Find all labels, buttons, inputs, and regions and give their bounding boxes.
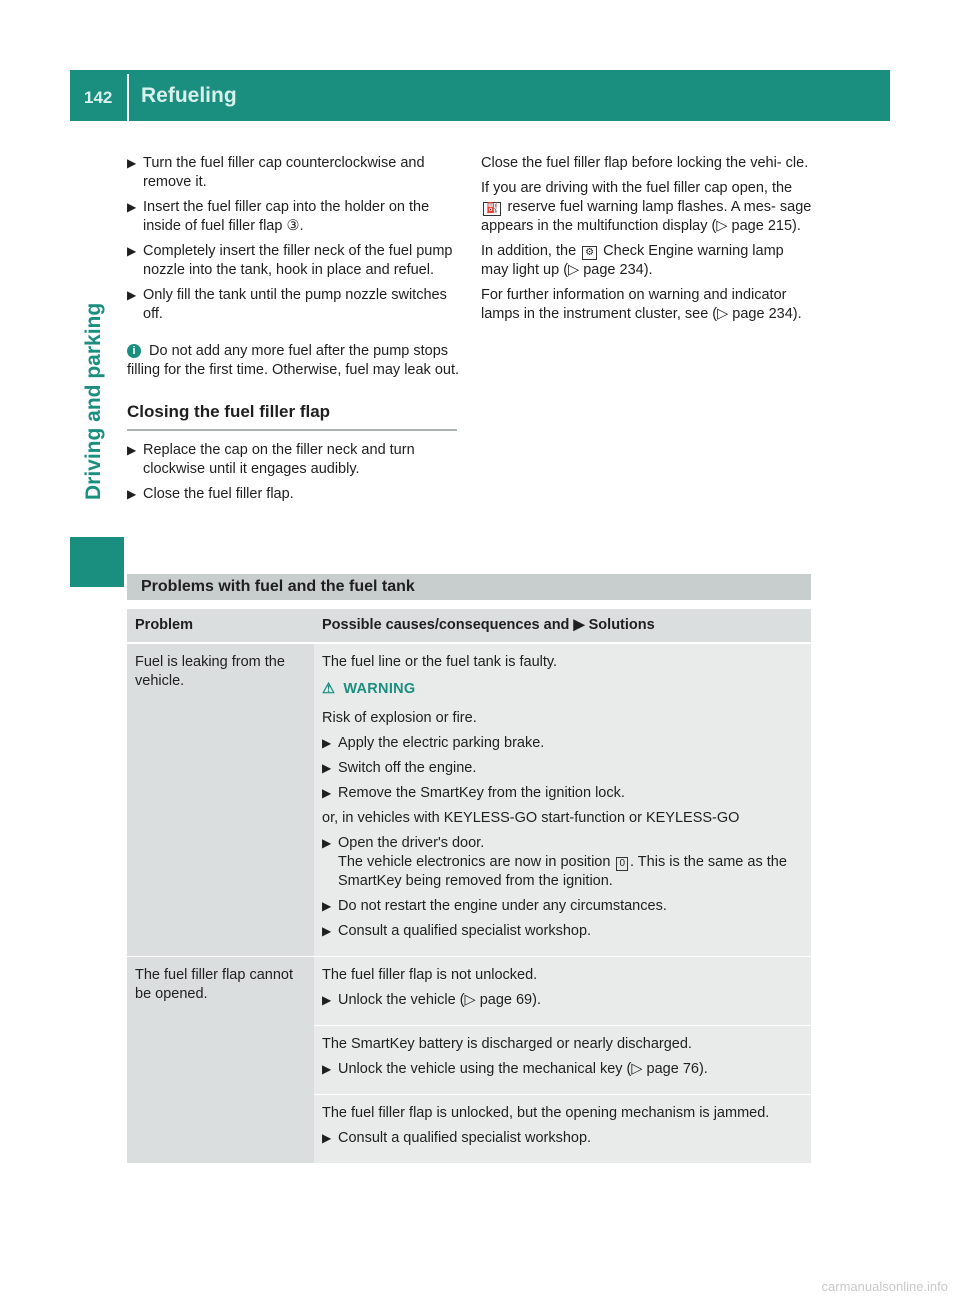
arrow-icon: ▶ xyxy=(322,993,332,1007)
table-row xyxy=(127,957,811,1026)
list-item: ▶ Apply the electric parking brake. xyxy=(322,735,545,751)
table-title: Problems with fuel and the fuel tank xyxy=(127,574,811,600)
list-item: ▶ Switch off the engine. xyxy=(322,760,477,776)
section-heading: Closing the fuel filler flap xyxy=(127,402,457,431)
arrow-icon: ▶ xyxy=(322,924,332,938)
list-item: ▶ Consult a qualified specialist workshop. xyxy=(322,1130,592,1146)
arrow-icon: ▶ xyxy=(322,836,332,850)
list-item: ▶ Close the fuel filler flap. xyxy=(127,486,294,502)
list-item: ▶ Completely insert the filler neck of the fuel pump nozzle into the tank, hook in place and refuel. xyxy=(127,243,453,278)
paragraph: Close the fuel filler flap before locking the vehi- cle. xyxy=(481,155,809,171)
arrow-icon: ▶ xyxy=(573,617,585,633)
solution-cell: The fuel filler flap is unlocked, but the opening mechanism is jammed. ▶ Consult a qualified specialist workshop. xyxy=(314,1095,811,1164)
fuel-pump-icon: ⛽ xyxy=(483,202,501,216)
list-item: ▶ Unlock the vehicle (▷ page 69). xyxy=(322,992,541,1008)
list-item: ▶ Insert the fuel filler cap into the holder on the inside of fuel filler flap ③. xyxy=(127,199,430,234)
section-sidebar-block xyxy=(70,537,124,587)
warning-icon: ⚠ xyxy=(322,681,336,697)
arrow-icon: ▶ xyxy=(127,156,137,170)
arrow-icon: ▶ xyxy=(127,244,137,258)
table-header-row xyxy=(127,609,811,643)
solution-cell: The fuel filler flap is not unlocked. ▶ Unlock the vehicle (▷ page 69). xyxy=(314,957,811,1026)
solution-cell: The SmartKey battery is discharged or nearly discharged. ▶ Unlock the vehicle using the mechanical key (▷ page 76). xyxy=(314,1026,811,1095)
column-header: Possible causes/consequences and ▶ Solutions xyxy=(314,609,811,643)
problems-table xyxy=(127,609,811,1163)
arrow-icon: ▶ xyxy=(322,736,332,750)
info-icon: i xyxy=(127,344,141,358)
column-header: Problem xyxy=(127,609,314,643)
paragraph: In addition, the ⚙ Check Engine warning lamp may light up (▷ page 234). xyxy=(481,243,784,278)
arrow-icon: ▶ xyxy=(322,786,332,800)
watermark: carmanualsonline.info xyxy=(821,1279,948,1294)
list-item: ▶ Open the driver's door. The vehicle electronics are now in position 0 . This is the same as the SmartKey being removed from the ignition. xyxy=(322,835,787,889)
header-divider xyxy=(127,74,129,121)
warning-label: ⚠ WARNING xyxy=(322,681,416,697)
problem-cell: The fuel filler flap cannot be opened. xyxy=(127,957,314,1164)
list-item: ▶ Consult a qualified specialist workshop. xyxy=(322,923,592,939)
list-item: ▶ Only fill the tank until the pump nozzle switches off. xyxy=(127,287,447,322)
table-row xyxy=(127,643,811,957)
paragraph: If you are driving with the fuel filler cap open, the ⛽ reserve fuel warning lamp flashes. A mes- sage appears in the multifunction display (▷ page 215). xyxy=(481,180,812,234)
arrow-icon: ▶ xyxy=(127,200,137,214)
arrow-icon: ▶ xyxy=(322,761,332,775)
list-item: ▶ Replace the cap on the filler neck and turn clockwise until it engages audibly. xyxy=(127,442,415,477)
info-note: i Do not add any more fuel after the pump stops filling for the first time. Otherwise, fuel may leak out. xyxy=(127,343,460,378)
key-position-0-icon: 0 xyxy=(616,857,628,871)
arrow-icon: ▶ xyxy=(127,443,137,457)
list-item: ▶ Turn the fuel filler cap counterclockwise and remove it. xyxy=(127,155,425,190)
right-column xyxy=(481,154,813,330)
solution-cell: The fuel line or the fuel tank is faulty. ⚠ WARNING Risk of explosion or fire. ▶ Apply the electric parking brake. ▶ Switch off the engine. ▶ Remove the SmartKey from the ignition lock. or, in vehicles with KEYLESS-GO start-function or KEYLESS-GO ▶ Open the driver's door. The vehicle electronics are now in position 0 . This is the same as the SmartKey being removed from the ignition. ▶ Do not restart the engine under any circumstances. ▶ Consult a qualified specialist workshop. xyxy=(314,643,811,957)
list-item: ▶ Do not restart the engine under any circumstances. xyxy=(322,898,667,914)
paragraph: For further information on warning and indicator lamps in the instrument cluster, see (▷ page 234). xyxy=(481,287,802,322)
list-item: ▶ Remove the SmartKey from the ignition lock. xyxy=(322,785,625,801)
arrow-icon: ▶ xyxy=(127,487,137,501)
left-column xyxy=(127,154,459,510)
section-sidebar-label: Driving and parking xyxy=(82,302,105,500)
page-title: Refueling xyxy=(141,84,237,107)
problem-cell: Fuel is leaking from the vehicle. xyxy=(127,643,314,957)
arrow-icon: ▶ xyxy=(322,1062,332,1076)
page-number: 142 xyxy=(84,88,113,107)
engine-icon: ⚙ xyxy=(582,246,597,260)
arrow-icon: ▶ xyxy=(322,1131,332,1145)
page-header xyxy=(70,70,890,121)
arrow-icon: ▶ xyxy=(127,288,137,302)
list-item: ▶ Unlock the vehicle using the mechanical key (▷ page 76). xyxy=(322,1061,708,1077)
arrow-icon: ▶ xyxy=(322,899,332,913)
